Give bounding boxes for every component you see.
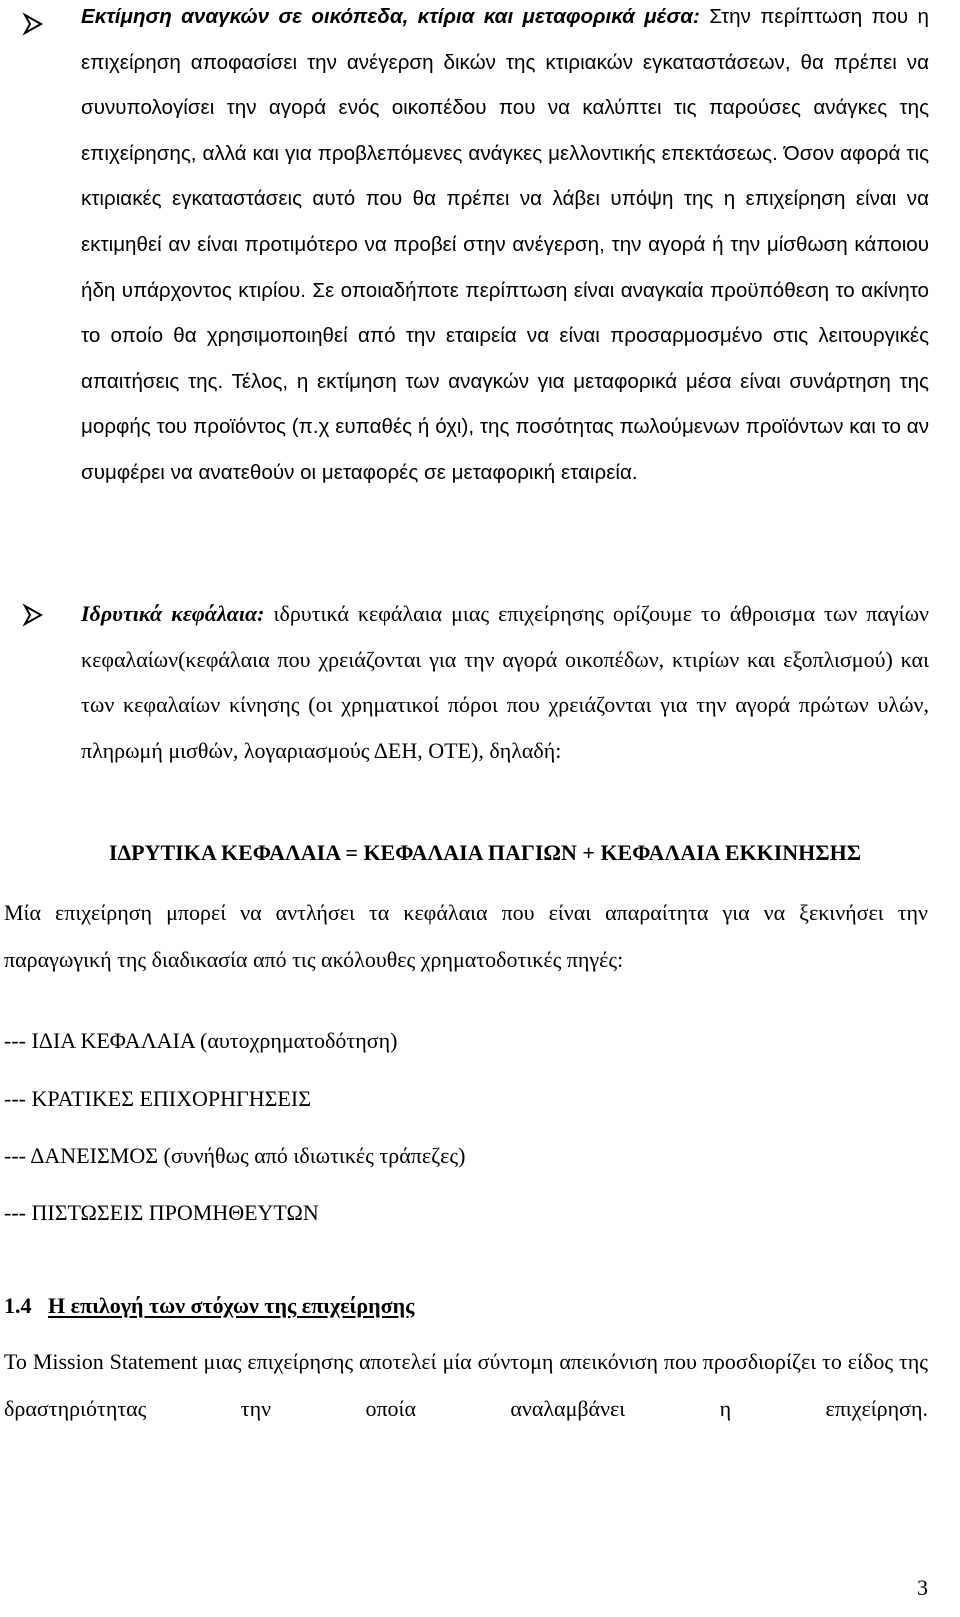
arrowhead-bullet-icon: [22, 603, 44, 627]
section-heading: [4, 1291, 414, 1321]
bullet-heading: Ιδρυτικά κεφάλαια:: [81, 601, 265, 626]
funding-intro-paragraph: Μία επιχείρηση μπορεί να αντλήσει τα κεφάλαια που είναι απαραίτητα για να ξεκινήσει την παραγωγική της διαδικασία από τις ακόλουθες χρηματοδοτικές πηγές:: [4, 900, 928, 972]
section-title: Η επιλογή των στόχων της επιχείρησης: [48, 1293, 415, 1318]
funding-source-item: --- ΚΡΑΤΙΚΕΣ ΕΠΙΧΟΡΗΓΗΣΕΙΣ: [4, 1086, 312, 1111]
bullet-text: Στην περίπτωση που η επιχείρηση αποφασίσει την ανέγερση δικών της κτιριακών εγκαταστάσεων, θα πρέπει να συνυπολογίσει την αγορά ενός οικοπέδου που να καλύπτει τις παρούσες ανάγκες της επιχείρησης, αλλά και για προβλεπόμενες ανάγκες μελλοντικής επεκτάσεως. Όσον αφορά τις κτιριακές εγκαταστάσεις αυτό που θα πρέπει να λάβει υπόψη της η επιχείρηση είναι να εκτιμηθεί αν είναι προτιμότερο να προβεί στην ανέγερση, την αγορά ή την μίσθωση κάποιου ήδη υπάρχοντος κτιρίου. Σε οποιαδήποτε περίπτωση είναι αναγκαία προϋπόθεση το ακίνητο το οποίο θα χρησιμοποιηθεί από την εταιρεία να είναι προσαρμοσμένο στις λειτουργικές απαιτήσεις της. Τέλος, η εκτίμηση των αναγκών για μεταφορικά μέσα είναι συνάρτηση της μορφής του προϊόντος (π.χ ευπαθές ή όχι), της ποσότητας πωλούμενων προϊόντων και το αν συμφέρει να ανατεθούν οι μεταφορές σε μεταφορική εταιρεία.: [81, 5, 929, 484]
arrowhead-bullet-icon: [22, 12, 44, 36]
capital-formula: ΙΔΡΥΤΙΚΑ ΚΕΦΑΛΑΙΑ = ΚΕΦΑΛΑΙΑ ΠΑΓΙΩΝ + ΚΕΦΑΛΑΙΑ ΕΚΚΙΝΗΣΗΣ: [108, 840, 862, 865]
funding-source-item: --- ΙΔΙΑ ΚΕΦΑΛΑΙΑ (αυτοχρηματοδότηση): [4, 1028, 398, 1053]
section-number: 1.4: [4, 1293, 32, 1318]
funding-source-item: --- ΔΑΝΕΙΣΜΟΣ (συνήθως από ιδιωτικές τράπεζες): [4, 1143, 466, 1168]
bullet-text: ιδρυτικά κεφάλαια μιας επιχείρησης ορίζουμε το άθροισμα των παγίων κεφαλαίων(κεφάλαια που χρειάζονται για την αγορά οικοπέδων, κτιρίων και εξοπλισμού) και των κεφαλαίων κίνησης (οι χρηματικοί πόροι που χρειάζονται για την αγορά πρώτων υλών, πληρωμή μισθών, λογαριασμούς ΔΕΗ, ΟΤΕ), δηλαδή:: [81, 601, 929, 763]
bullet-paragraph: [81, 591, 929, 773]
mission-statement-paragraph: Το Mission Statement μιας επιχείρησης αποτελεί μία σύντομη απεικόνιση που προσδιορίζει το είδος της δραστηριότητας την οποία αναλαμβάνει η επιχείρηση.: [4, 1349, 928, 1421]
funding-source-item: --- ΠΙΣΤΩΣΕΙΣ ΠΡΟΜΗΘΕΥΤΩΝ: [4, 1200, 319, 1225]
bullet-paragraph: [81, 0, 929, 496]
bullet-heading: Εκτίμηση αναγκών σε οικόπεδα, κτίρια και μεταφορικά μέσα:: [81, 5, 700, 28]
page-number: 3: [917, 1575, 928, 1600]
